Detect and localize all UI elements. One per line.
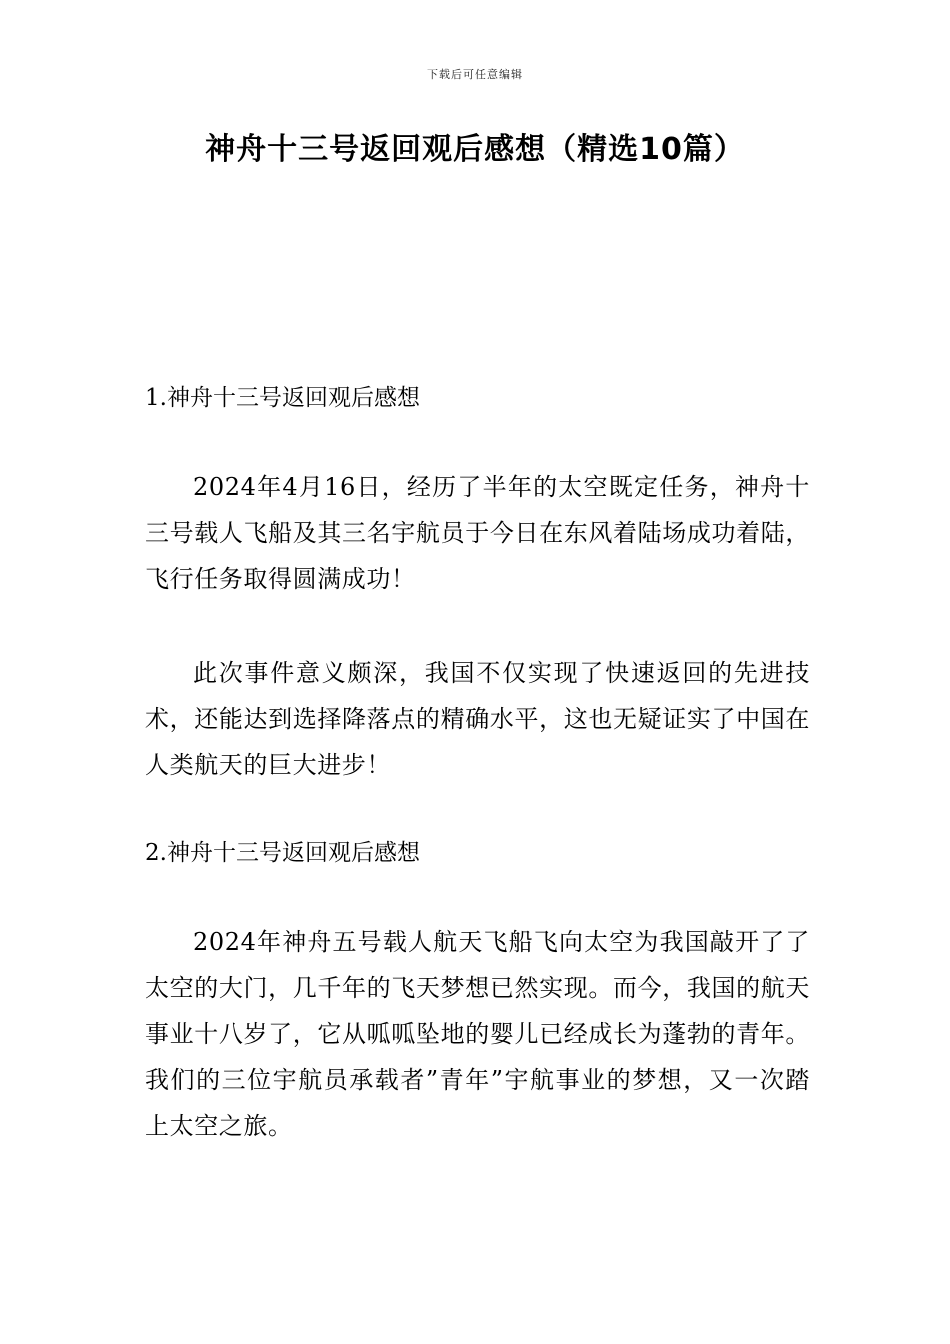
section-heading-1: 1.神舟十三号返回观后感想 (145, 385, 420, 411)
document-body (145, 381, 810, 1149)
section-1-paragraph-2: 此次事件意义颇深，我国不仅实现了快速返回的先进技术，还能达到选择降落点的精确水平，这也无疑证实了中国在人类航天的巨大进步！ (145, 659, 810, 779)
header-note: 下载后可任意编辑 (427, 68, 523, 81)
document-title: 神舟十三号返回观后感想（精选10篇） (205, 132, 745, 167)
section-1-paragraph-1: 2024年4月16日，经历了半年的太空既定任务，神舟十三号载人飞船及其三名宇航员于今日在东风着陆场成功着陆，飞行任务取得圆满成功！ (145, 473, 810, 593)
section-2-paragraph-1: 2024年神舟五号载人航天飞船飞向太空为我国敲开了了太空的大门，几千年的飞天梦想已然实现。而今，我国的航天事业十八岁了，它从呱呱坠地的婴儿已经成长为蓬勃的青年。我们的三位宇航员承载者”青年”宇航事业的梦想，又一次踏上太空之旅。 (145, 928, 810, 1140)
section-heading-2: 2.神舟十三号返回观后感想 (145, 840, 420, 866)
